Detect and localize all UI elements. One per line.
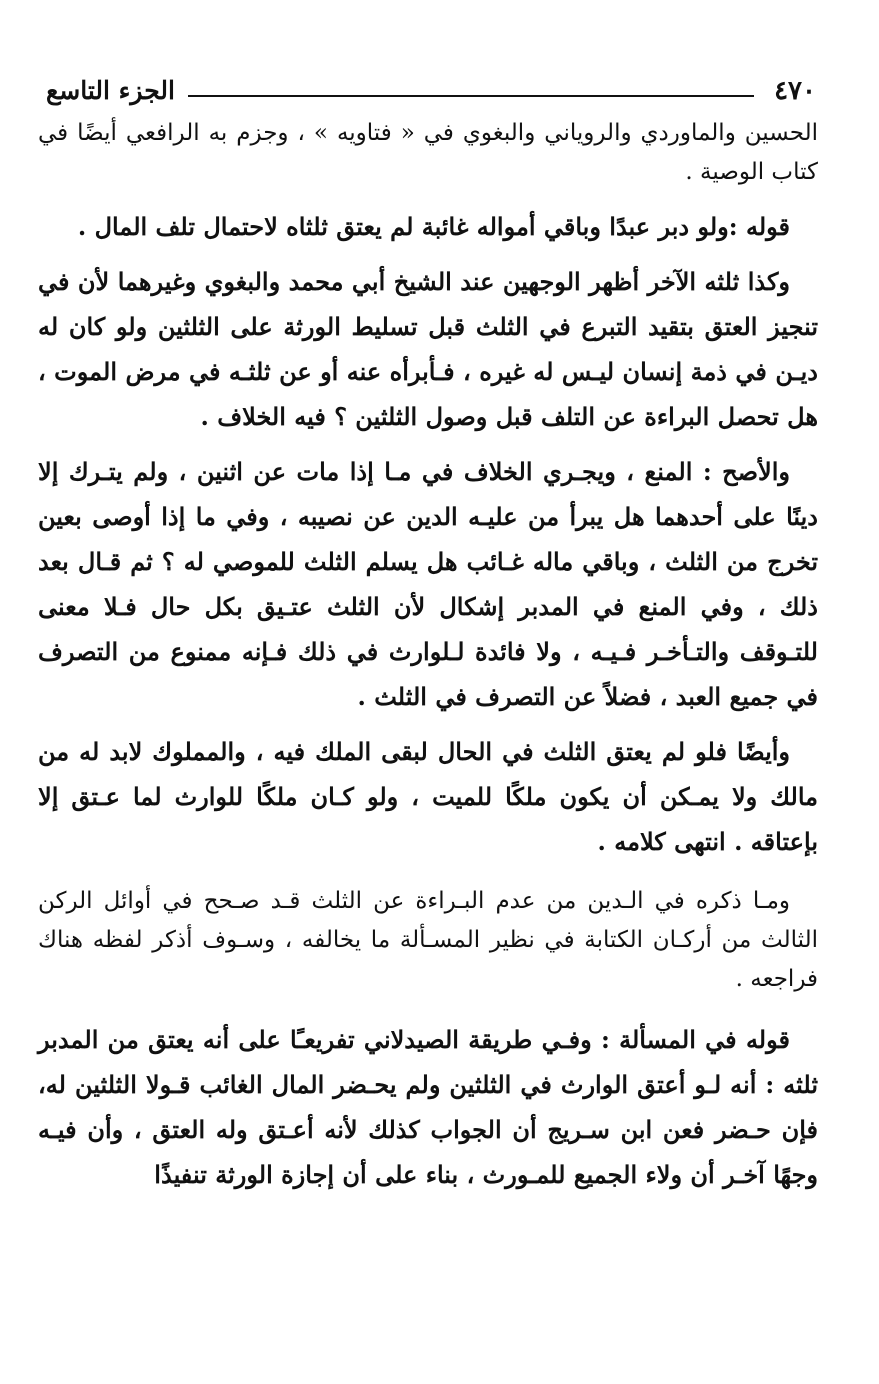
paragraph-third-remaining: وكذا ثلثه الآخر أظهر الوجهين عند الشيخ أبي محمد والبغوي وغيرهما لأن في تنجيز العتق بتقيد التبرع في الثلث قبل تسليط الورثة على الثلثين ولو كان له ديـن في ذمة إنسان ليـس له غيره ، فـأبرأه عنه أو عن ثلثـه في مرض الموت ، هل تحصل البراءة عن التلف قبل وصول الثلثين ؟ فيه الخلاف . — [38, 267, 818, 431]
paragraph-correct-view: والأصح : المنع ، ويجـري الخلاف في مـا إذا مات عن اثنين ، ولم يتـرك إلا دينًا على أحدهما هل يبرأ من عليـه الدين عن نصيبه ، وفي ما إذا أوصى بعين تخرج من الثلث ، وباقي ماله غـائب هل يسلم الثلث للموصي له ؟ ثم قـال بعد ذلك ، وفي المنع في المدبر إشكال لأن الثلث عتـيق بكل حال فـلا معنى للتـوقف والتـأخـر فـيـه ، ولا فائدة لـلوارث في ذلك فـإنه ممنوع من التصرف في جميع العبد ، فضلاً عن التصرف في الثلث . — [38, 457, 818, 711]
page-header — [38, 72, 818, 112]
paragraph-debt-note: ومـا ذكره في الـدين من عدم البـراءة عن الثلث قـد صـحح في أوائل الركن الثالث من أركـان الكتابة في نظير المسـألة ما يخالفه ، وسـوف أذكر لفظه هناك فراجعه . — [38, 888, 818, 992]
volume-title: الجزء التاسع — [46, 76, 175, 105]
paragraph-saydalani: قوله في المسألة : وفـي طريقة الصيدلاني تفريعـًا على أنه يعتق من المدبر ثلثه : أنه لـو أعتق الوارث في الثلثين ولم يحـضر المال الغائب قـولا الثلثين له، فإن حـضر فعن ابن سـريج أن الجواب كذلك لأنه أعـتق وله العتق ، وأن فيـه وجهًا آخـر أن ولاء الجميع للمـورث ، بناء على أن إجازة الورثة تنفيذًا — [38, 1025, 818, 1189]
paragraph-continuation: الحسين والماوردي والروياني والبغوي في « فتاويه » ، وجزم به الرافعي أيضًا في كتاب الوصية . — [38, 120, 818, 185]
paragraph-quote-mudabbar: قوله :ولو دبر عبدًا وباقي أمواله غائبة لم يعتق ثلثاه لاحتمال تلف المال . — [77, 212, 790, 241]
book-page — [38, 72, 818, 1197]
paragraph-ownership: وأيضًا فلو لم يعتق الثلث في الحال لبقى الملك فيه ، والمملوك لابد له من مالك ولا يمـكن أن يكون ملكًا للميت ، ولو كـان ملكًا للوارث لما عـتق إلا بإعتاقه . انتهى كلامه . — [38, 737, 818, 856]
header-rule — [188, 95, 754, 97]
page-number: ٤٧٠ — [774, 76, 816, 106]
